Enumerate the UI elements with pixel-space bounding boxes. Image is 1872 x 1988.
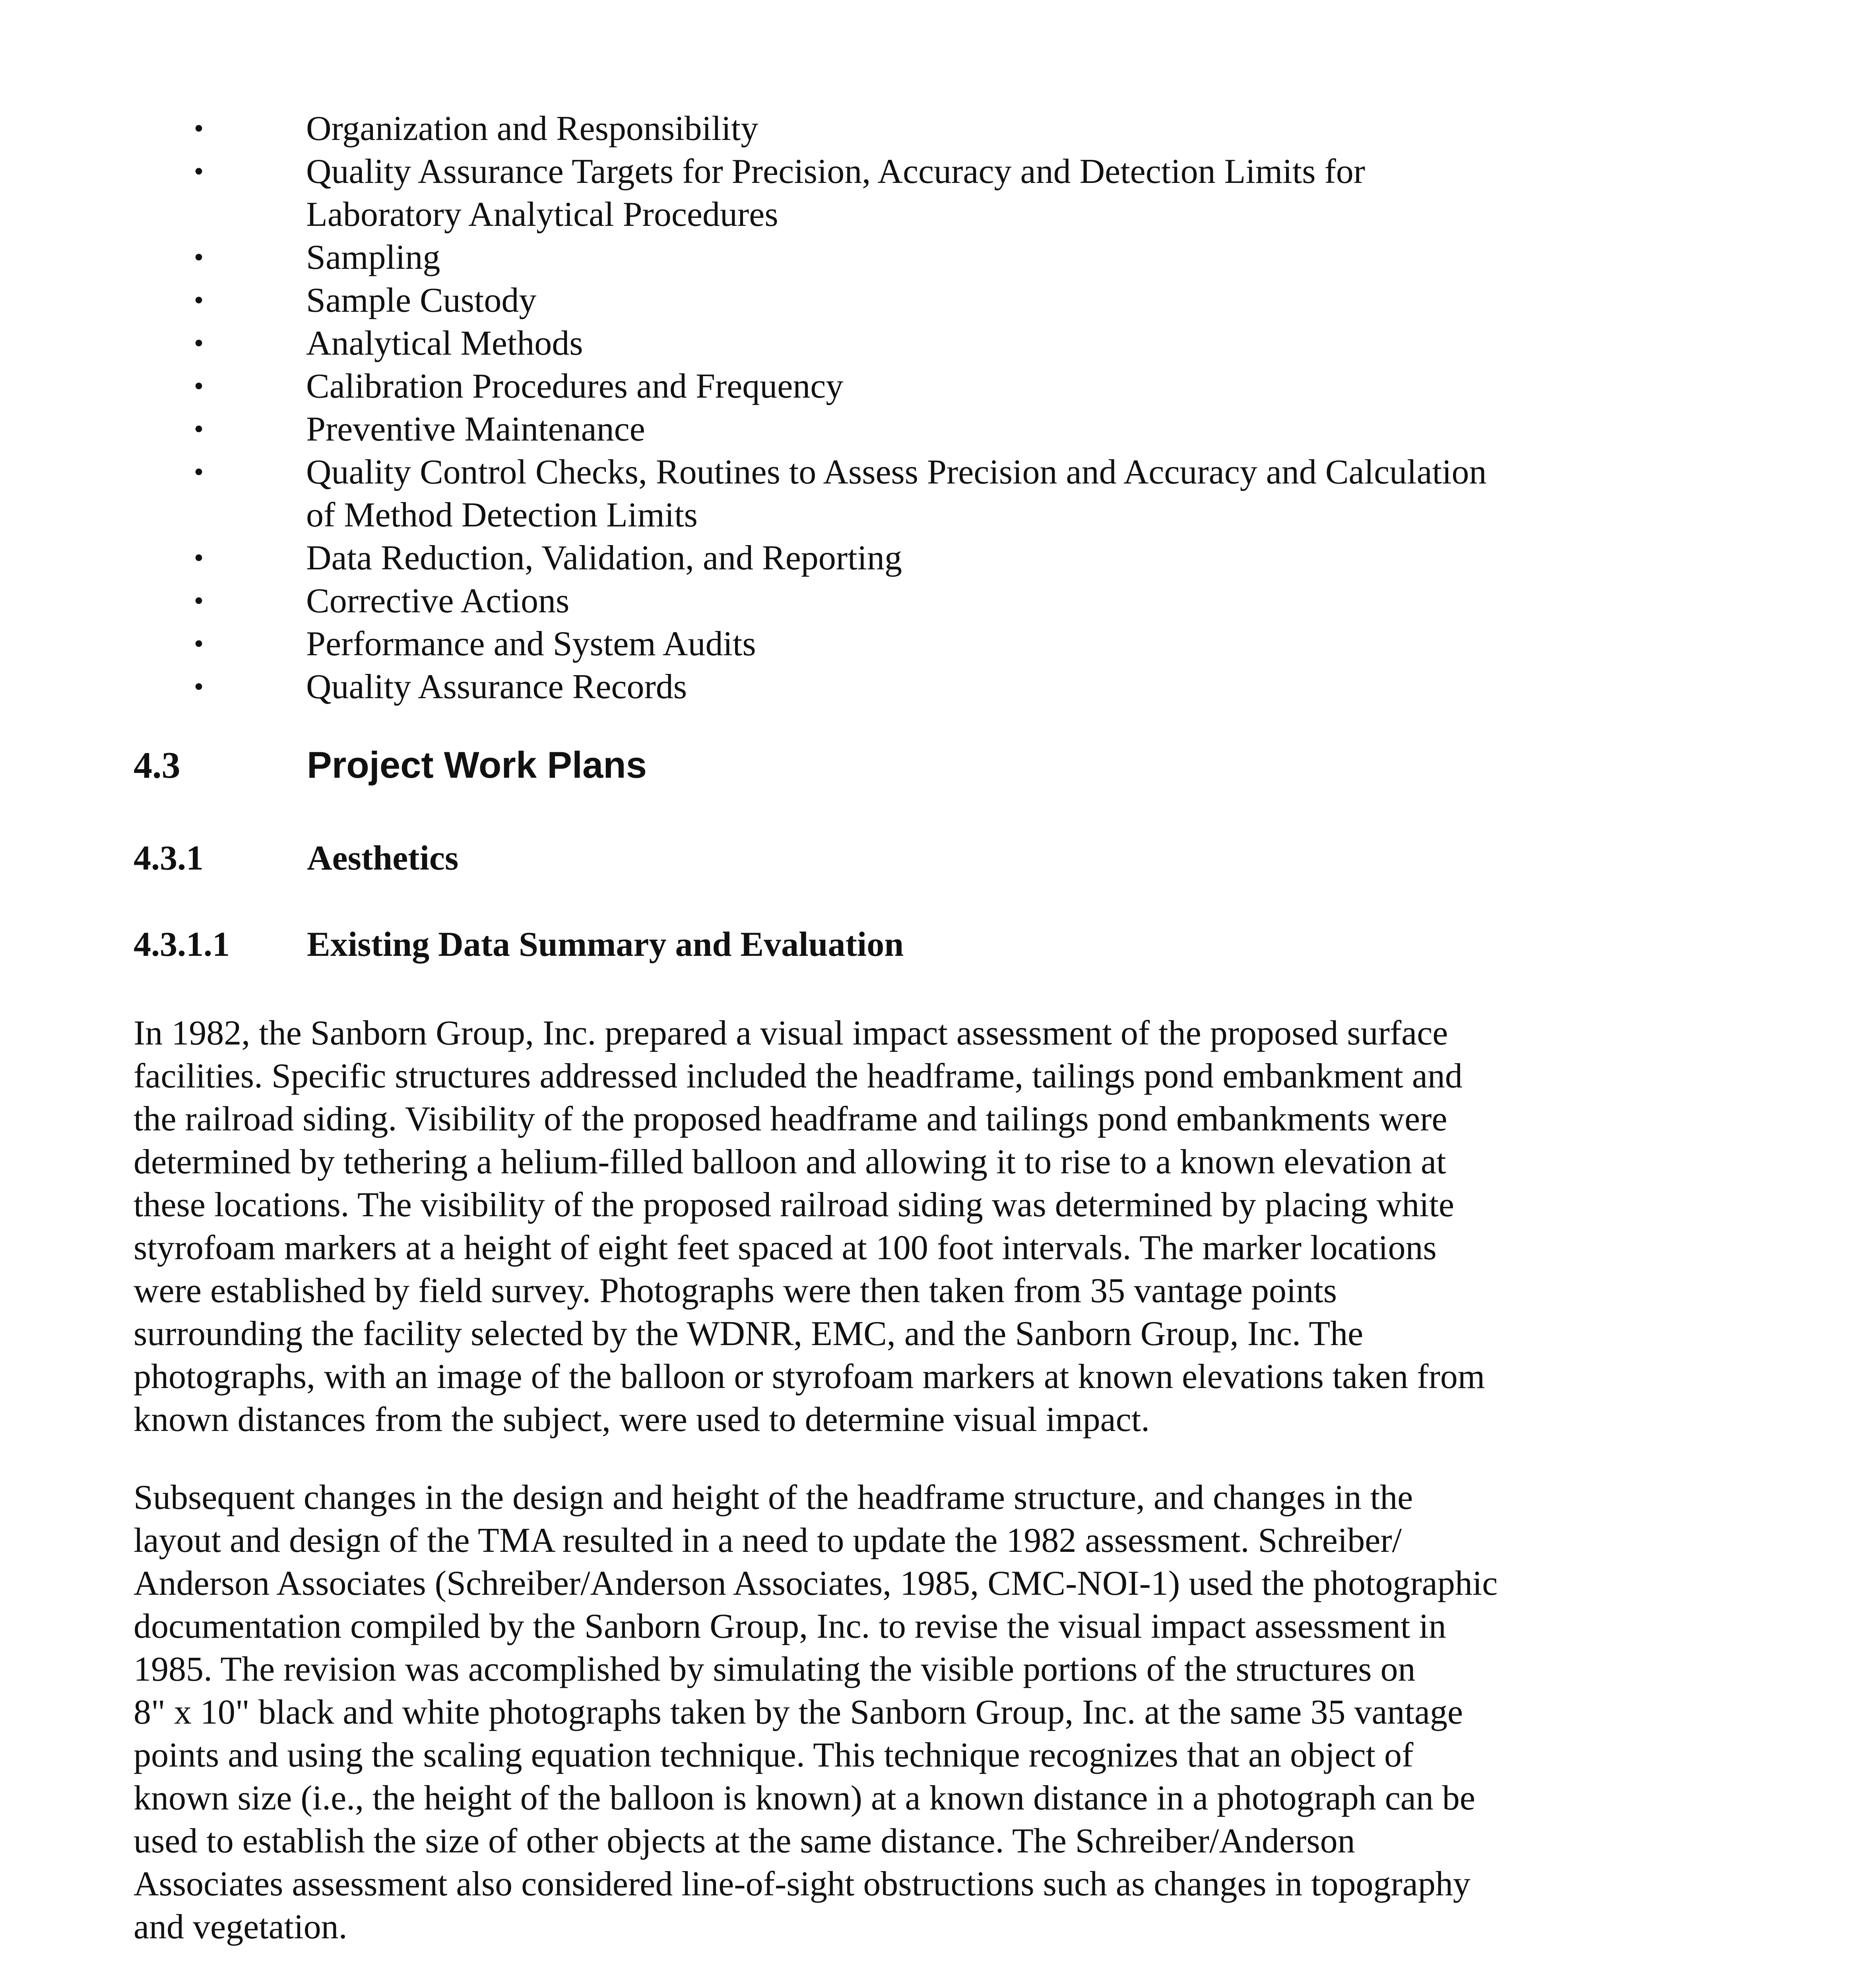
list-item: • Quality Control Checks, Routines to Assess Precision and Accuracy and Calculation: [187, 451, 1737, 494]
bullet-icon: •: [194, 328, 204, 359]
list-item: • Quality Assurance Targets for Precision, Accuracy and Detection Limits for: [187, 150, 1737, 193]
list-item: • Corrective Actions: [187, 580, 1737, 623]
paragraph-sanborn-1982: In 1982, the Sanborn Group, Inc. prepared a visual impact assessment of the proposed surface facilities. Specific structures addressed included the headframe, tailings pond embankment and the railroad siding. Visibility of the proposed headframe and tailings pond embankments were determined by tethering a helium-filled balloon and allowing it to rise to a known elevation at these locations. The visibility of the proposed railroad siding was determined by placing white styrofoam markers at a height of eight feet spaced at 100 foot intervals. The marker locations were established by field survey. Photographs were then taken from 35 vantage points surrounding the facility selected by the WDNR, EMC, and the Sanborn Group, Inc. The photographs, with an image of the balloon or styrofoam markers at known elevations taken from known distances from the subject, were used to determine visual impact.: [134, 1014, 1485, 1439]
section-heading-4-3-1: [134, 838, 458, 878]
qa-plan-bullet-list: [187, 107, 1737, 709]
section-title: Project Work Plans: [307, 744, 647, 786]
list-item: • Performance and System Audits: [187, 623, 1737, 666]
list-item: • Quality Assurance Records: [187, 666, 1737, 709]
list-item: • Sample Custody: [187, 279, 1737, 322]
list-item: • Analytical Methods: [187, 322, 1737, 365]
list-item-continuation: of Method Detection Limits: [306, 496, 698, 534]
list-item: • Organization and Responsibility: [187, 107, 1737, 150]
bullet-icon: •: [194, 156, 204, 187]
paragraph-schreiber-anderson-1985: Subsequent changes in the design and height of the headframe structure, and changes in the layout and design of the TMA resulted in a need to update the 1982 assessment. Schreiber/ Anderson Associates (Schreiber/Anderson Associates, 1985, CMC-NOI-1) used the photographic documentation compiled by the Sanborn Group, Inc. to revise the visual impact assessment in 1985. The revision was accomplished by simulating the visible portions of the structures on 8" x 10" black and white photographs taken by the Sanborn Group, Inc. at the same 35 vantage points and using the scaling equation technique. This technique recognizes that an object of known size (i.e., the height of the balloon is known) at a known distance in a photograph can be used to establish the size of other objects at the same distance. The Schreiber/Anderson Associates assessment also considered line-of-sight obstructions such as changes in topography and vegetation.: [134, 1478, 1498, 1946]
bullet-icon: •: [194, 586, 204, 616]
bullet-icon: •: [194, 457, 204, 487]
section-number: 4.3: [134, 745, 180, 786]
list-item: • Data Reduction, Validation, and Reporting: [187, 537, 1737, 580]
bullet-icon: •: [194, 371, 204, 402]
list-item-continuation: Laboratory Analytical Procedures: [306, 195, 778, 234]
list-item: • Calibration Procedures and Frequency: [187, 365, 1737, 408]
section-heading-4-3: [134, 744, 647, 787]
bullet-icon: •: [194, 672, 204, 702]
bullet-icon: •: [194, 414, 204, 445]
section-heading-4-3-1-1: [134, 924, 904, 965]
section-number: 4.3.1: [134, 839, 204, 878]
bullet-icon: •: [194, 629, 204, 659]
section-number: 4.3.1.1: [134, 925, 230, 964]
list-item: • Sampling: [187, 236, 1737, 279]
bullet-icon: •: [194, 543, 204, 573]
bullet-icon: •: [194, 113, 204, 144]
bullet-icon: •: [194, 285, 204, 316]
section-title: Aesthetics: [307, 839, 459, 878]
bullet-icon: •: [194, 242, 204, 273]
section-title: Existing Data Summary and Evaluation: [307, 925, 904, 964]
list-item: • Preventive Maintenance: [187, 408, 1737, 451]
